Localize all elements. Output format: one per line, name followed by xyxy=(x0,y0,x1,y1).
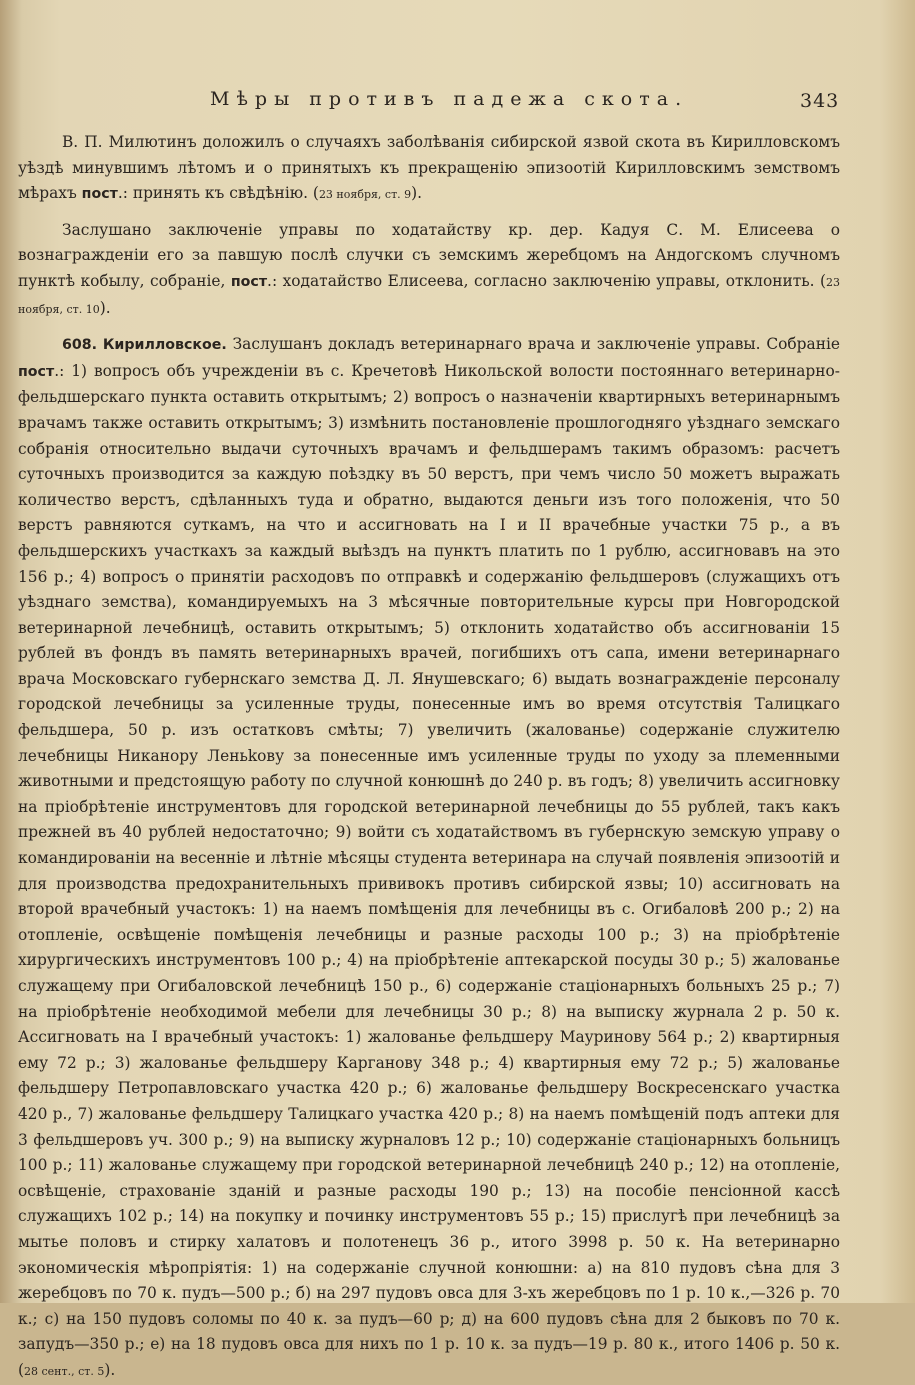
page-header xyxy=(0,88,915,118)
session-reference: 23 ноября, ст. 9 xyxy=(318,188,412,202)
paragraph-text: В. П. Милютинъ доложилъ о случаяхъ заболѣванія сибирской язвой скота въ Кирилловскомъ уѣздѣ минувшимъ лѣтомъ и о принятыхъ къ прекращенію эпизоотій Кирилловскимъ земствомъ мѣрахъ xyxy=(18,133,840,203)
paragraph-text: Заслушанъ докладъ ветеринарнаго врача и заключеніе управы. Собраніе xyxy=(226,335,840,354)
paragraph-milyutin-report xyxy=(18,130,840,208)
paragraph-text: ). xyxy=(104,1360,116,1379)
section-heading: 608. Кирилловское. xyxy=(62,337,227,354)
resolution-marker: пост xyxy=(230,273,268,290)
paragraph-text: .: ходатайство Елисеева, согласно заключенію управы, отклонить. ( xyxy=(267,271,826,290)
resolution-marker: пост xyxy=(18,363,55,380)
paragraph-text: .: принять къ свѣдѣнію. ( xyxy=(117,184,319,203)
page-number: 343 xyxy=(800,90,840,112)
resolution-marker: пост xyxy=(81,186,118,203)
paragraph-text: ). xyxy=(99,298,111,317)
session-reference: 23 ноября, ст. 10 xyxy=(18,275,840,316)
paragraph-eliseev-petition xyxy=(18,218,840,322)
running-title: Мѣры противъ падежа скота. xyxy=(210,88,689,110)
paragraph-608-kirillovskoe xyxy=(18,332,840,1384)
paragraph-text: ). xyxy=(411,184,423,203)
page-body xyxy=(18,130,840,1385)
paragraph-text: Заслушано заключеніе управы по ходатайству кр. дер. Кадуя С. М. Елисеева о вознагражденіи его за павшую послѣ случки съ земскимъ жеребцомъ на Андогскомъ случномъ пунктѣ кобылу, собраніе, xyxy=(18,220,840,290)
session-reference: 28 сент., ст. 5 xyxy=(24,1364,105,1378)
paragraph-text: .: 1) вопросъ объ учрежденіи въ с. Кречетовѣ Никольской волости постояннаго ветеринарно-фельдшерскаго пункта оставить открытымъ; 2) вопросъ о назначеніи квартирныхъ ветеринарнымъ врачамъ также оставить открытымъ; 3) измѣнить постановленіе прошлогодняго уѣзднаго земскаго собранія относительно выдачи суточныхъ врачамъ и фельдшерамъ такимъ образомъ: расчетъ суточныхъ производится за каждую поѣздку въ 50 верстъ, при чемъ число 50 можетъ выражать количество верстъ, сдѣланныхъ туда и обратно, выдаются деньги изъ того положенія, что 50 верстъ равняются суткамъ, на что и ассигновать на I и II врачебные участки 75 р., а въ фельдшерскихъ участкахъ за каждый выѣздъ на пунктъ платить по 1 рублю, ассигновавъ на это 156 р.; 4) вопросъ о принятіи расходовъ по отправкѣ и содержанію фельдшеровъ (служащихъ отъ уѣзднаго земства), командируемыхъ на 3 мѣсячные повторительные курсы при Новгородской ветеринарной лечебницѣ, оставить открытымъ; 5) отклонить ходатайство объ ассигнованіи 15 рублей въ фондъ въ память ветеринарныхъ врачей, погибшихъ отъ сапа, имени ветеринарнаго врача Московскаго губернскаго земства Д. Л. Янушевскаго; 6) выдать вознагражденіе персоналу городской лечебницы за усиленные труды, понесенные имъ во время отсутствія Талицкаго фельдшера, 50 р. изъ остатковъ смѣты; 7) увеличить (жалованье) содержаніе служителю лечебницы Никанору Леньkову за понесенные имъ усиленные труды по уходу за племенными животными и предстоящую работу по случной конюшнѣ до 240 р. въ годъ; 8) увеличить ассигновку на пріобрѣтеніе инструментовъ для городской ветеринарной лечебницы до 55 рублей, такъ какъ прежней въ 40 рублей недостаточно; 9) войти съ ходатайствомъ въ губернскую земскую управу о командированіи на весенніе и лѣтніе мѣсяцы студента ветеринара на случай появленія эпизоотій и для производства предохранительныхъ прививокъ противъ сибирской язвы; 10) ассигновать на второй врачебный участокъ: 1) на наемъ помѣщенія для лечебницы въ с. Огибаловѣ 200 р.; 2) на отопленіе, освѣщеніе помѣщенія лечебницы и разные расходы 100 р.; 3) на пріобрѣтеніе хирургическихъ инструментовъ 100 р.; 4) на пріобрѣтеніе аптекарской посуды 30 р.; 5) жалованье служащему при Огибаловской лечебницѣ 150 р., 6) содержаніе стаціонарныхъ больныхъ 25 р.; 7) на пріобрѣтеніе необходимой мебели для лечебницы 30 р.; 8) на выписку журнала 2 р. 50 к. Ассигновать на I врачебный участокъ: 1) жалованье фельдшеру Мауринову 564 р.; 2) квартирныя ему 72 р.; 3) жалованье фельдшеру Карганову 348 р.; 4) квартирныя ему 72 р.; 5) жалованье фельдшеру Петропавловскаго участка 420 р.; 6) жалованье фельдшеру Воскресенскаго участка 420 р., 7) жалованье фельдшеру Талицкаго участка 420 р.; 8) на наемъ помѣщеній подъ аптеки для 3 фельдшеровъ уч. 300 р.; 9) на выписку журналовъ 12 р.; 10) содержаніе стаціонарныхъ больницъ 100 р.; 11) жалованье служащему при городской ветеринарной лечебницѣ 240 р.; 12) на отопленіе, освѣщеніе, страхованіе зданій и разные расходы 190 р.; 13) на пособіе пенсіонной кассѣ служащихъ 102 р.; 14) на покупку и починку инструментовъ 55 р.; 15) прислугѣ при лечебницѣ за мытье половъ и стирку халатовъ и полотенецъ 36 р., итого 3998 р. 50 к. На ветеринарно экономическія мѣропріятія: 1) на содержаніе случной конюшни: а) на 810 пудовъ сѣна для 3 жеребцовъ по 70 к. пудъ—500 р.; б) на 297 пудовъ овса для 3-хъ жеребцовъ по 1 р. 10 к.,—326 р. 70 к.; с) на 150 пудовъ соломы по 40 к. за пудъ—60 р; д) на 600 пудовъ сѣна для 2 быковъ по 70 к. запудъ—350 р.; е) на 18 пудовъ овса для нихъ по 1 р. 10 к. за пудъ—19 р. 80 к., итого 1406 р. 50 к. ( xyxy=(18,361,840,1379)
